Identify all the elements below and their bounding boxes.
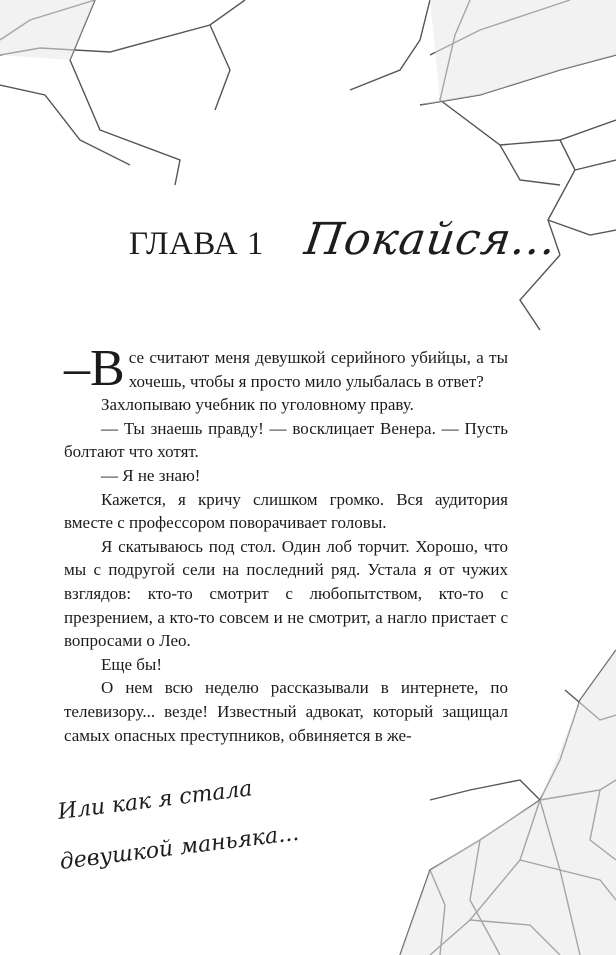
paragraph: О нем всю неделю рассказывали в интернете, по телевизору... везде! Известный адвокат, который защищал самых опасных преступников, обвиняется в же- — [64, 678, 508, 745]
tagline-line-1: Или как я стала — [56, 776, 254, 825]
paragraph: — Ты знаешь правду! — восклицает Венера. — Пусть болтают что хотят. — [64, 418, 508, 462]
paragraph: Еще бы! — [101, 654, 163, 674]
paragraph: — Я не знаю! — [101, 465, 201, 485]
chapter-number: ГЛАВА 1 — [129, 226, 264, 262]
chapter-title: Покайся... — [301, 214, 561, 265]
paragraph: –В се считают меня девушкой серийного убийцы, а ты хочешь, чтобы я просто мило улыбалась в ответ? — [64, 340, 508, 397]
paragraph: Я скатываюсь под стол. Один лоб торчит. Хорошо, что мы с подругой сели на последний ряд. Устала я от чужих взглядов: кто-то смотрит с любопытством, кто-то с презрением, а кто-то совсем и не смотрит, а нагло пристает с вопросами о Лео. — [64, 536, 508, 651]
paragraph: Кажется, я кричу слишком громко. Вся аудитория вместе с профессором поворачивает головы. — [64, 489, 508, 533]
tagline-line-2: девушкой маньяка... — [58, 820, 301, 875]
paragraph: Захлопываю учебник по уголовному праву. — [101, 395, 414, 415]
chapter-body — [64, 340, 508, 747]
drop-cap: –В — [64, 340, 125, 397]
